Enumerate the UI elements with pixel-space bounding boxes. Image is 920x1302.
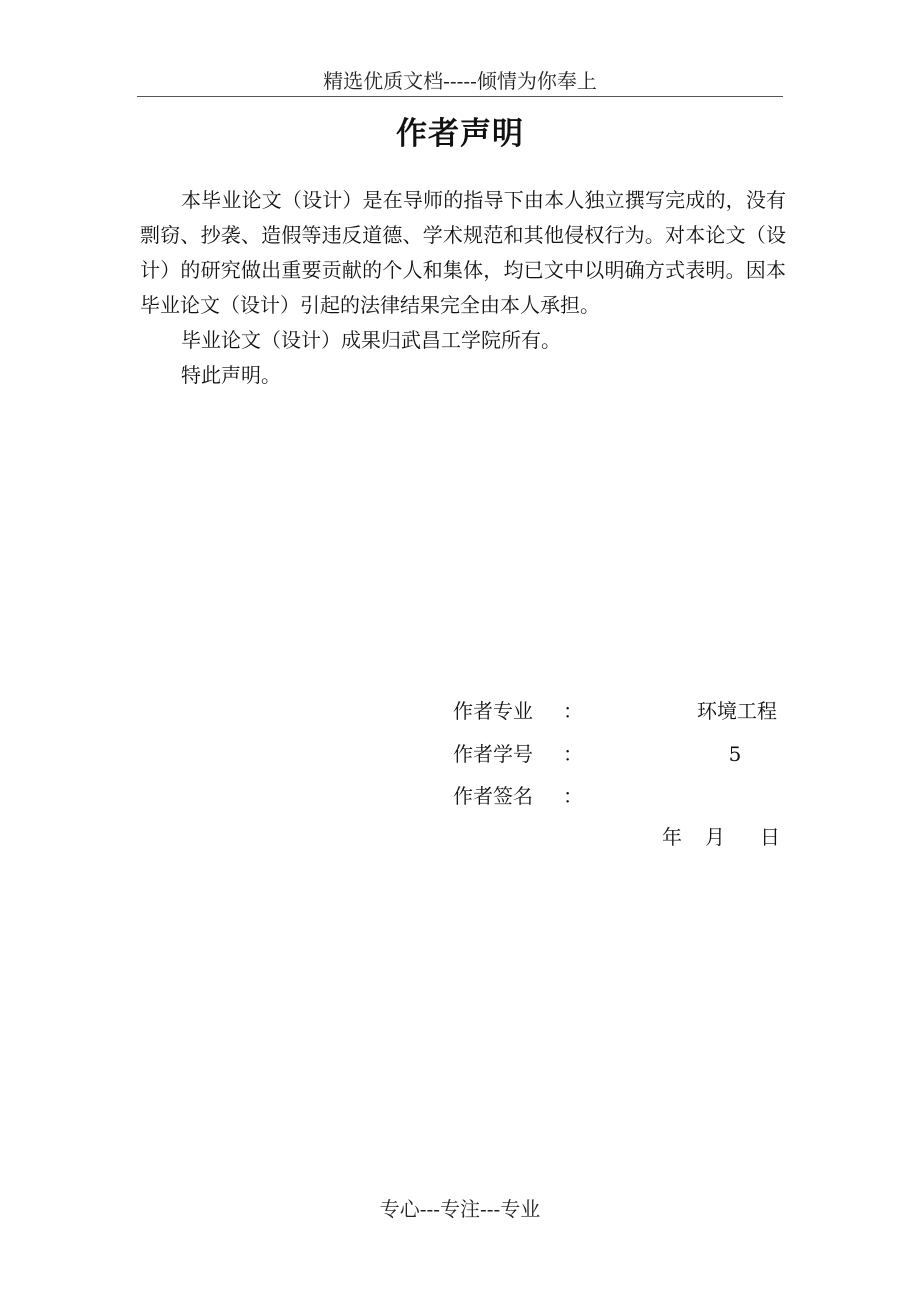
author-signature-row [453, 781, 783, 811]
author-major-label: 作者专业 [453, 699, 533, 723]
page-title: 作者声明 [396, 116, 524, 152]
author-major-row [453, 696, 783, 726]
author-major-colon: ： [563, 699, 583, 723]
signature-date [660, 822, 784, 852]
author-student-id-value: 5 [728, 742, 742, 766]
date-day-label: 日 [760, 825, 780, 849]
date-year-label: 年 [662, 825, 682, 849]
date-month-label: 月 [705, 825, 725, 849]
declaration-paragraph: 本毕业论文（设计）是在导师的指导下由本人独立撰写完成的，没有剽窃、抄袭、造假等违反道德、学术规范和其他侵权行为。对本论文（设计）的研究做出重要贡献的个人和集体，均已文中以明确方式表明。因本毕业论文（设计）引起的法律结果完全由本人承担。 [140, 188, 786, 317]
author-signature-colon: ： [563, 784, 583, 808]
page-header: 精选优质文档-----倾情为你奉上 [323, 69, 597, 93]
declaration-body [140, 183, 786, 393]
author-student-id-colon: ： [563, 742, 583, 766]
page-footer: 专心---专注---专业 [379, 1197, 541, 1221]
author-student-id-label: 作者学号 [453, 742, 533, 766]
ownership-paragraph: 毕业论文（设计）成果归武昌工学院所有。 [181, 328, 561, 352]
author-student-id-row [453, 739, 783, 769]
author-major-value: 环境工程 [697, 699, 777, 723]
author-signature-label: 作者签名 [453, 784, 533, 808]
header-divider [137, 96, 783, 97]
closing-paragraph: 特此声明。 [181, 363, 281, 387]
